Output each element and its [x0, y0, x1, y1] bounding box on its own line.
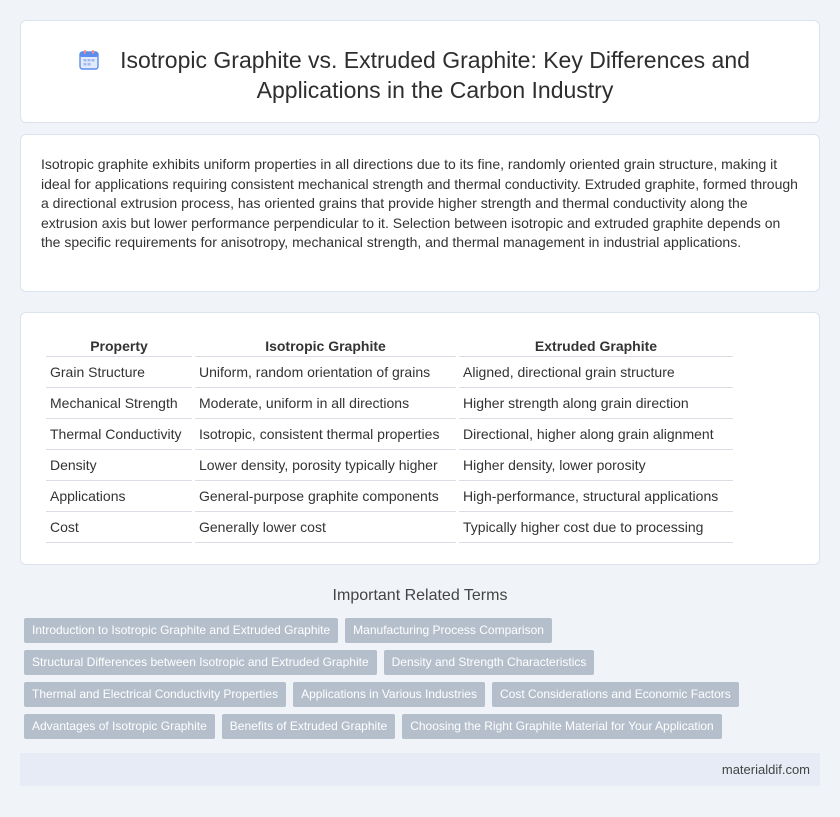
table-cell: Generally lower cost	[195, 512, 456, 543]
title-card	[20, 20, 820, 123]
comparison-card	[20, 312, 820, 565]
table-cell: Thermal Conductivity	[46, 419, 192, 450]
header-extruded: Extruded Graphite	[459, 335, 733, 357]
table-header-row	[46, 335, 733, 357]
table-cell: High-performance, structural applications	[459, 481, 733, 512]
header-property: Property	[46, 335, 192, 357]
related-term-tag[interactable]: Cost Considerations and Economic Factors	[492, 682, 739, 707]
table-cell: Moderate, uniform in all directions	[195, 388, 456, 419]
footer-site-link[interactable]: materialdif.com	[721, 762, 810, 777]
table-row	[46, 388, 733, 419]
table-cell: Grain Structure	[46, 357, 192, 388]
related-term-tag[interactable]: Applications in Various Industries	[293, 682, 485, 707]
table-cell: Typically higher cost due to processing	[459, 512, 733, 543]
related-term-tag[interactable]: Structural Differences between Isotropic and Extruded Graphite	[24, 650, 377, 675]
table-row	[46, 481, 733, 512]
table-cell: Aligned, directional grain structure	[459, 357, 733, 388]
related-term-tag[interactable]: Benefits of Extruded Graphite	[222, 714, 395, 739]
table-cell: Directional, higher along grain alignment	[459, 419, 733, 450]
related-terms-list	[24, 618, 824, 746]
table-cell: Mechanical Strength	[46, 388, 192, 419]
related-term-tag[interactable]: Introduction to Isotropic Graphite and Extruded Graphite	[24, 618, 338, 643]
intro-paragraph: Isotropic graphite exhibits uniform properties in all directions due to its fine, randomly oriented grain structure, making it ideal for applications requiring consistent mechanical strength and thermal conductivity. Extruded graphite, formed through a directional extrusion process, has oriented grains that provide higher strength and thermal conductivity along the extrusion axis but lower performance perpendicular to it. Selection between isotropic and extruded graphite depends on the specific requirements for anisotropy, mechanical strength, and thermal management in industrial applications.	[41, 156, 798, 251]
table-row	[46, 419, 733, 450]
table-cell: Higher strength along grain direction	[459, 388, 733, 419]
table-cell: Cost	[46, 512, 192, 543]
table-cell: Uniform, random orientation of grains	[195, 357, 456, 388]
related-term-tag[interactable]: Thermal and Electrical Conductivity Properties	[24, 682, 286, 707]
table-row	[46, 512, 733, 543]
page-title: Isotropic Graphite vs. Extruded Graphite: Key Differences and Applications in the Carbon Industry	[120, 47, 750, 103]
related-term-tag[interactable]: Choosing the Right Graphite Material for Your Application	[402, 714, 722, 739]
related-term-tag[interactable]: Manufacturing Process Comparison	[345, 618, 552, 643]
table-cell: Applications	[46, 481, 192, 512]
table-cell: General-purpose graphite components	[195, 481, 456, 512]
table-cell: Density	[46, 450, 192, 481]
intro-card	[20, 134, 820, 292]
table-cell: Lower density, porosity typically higher	[195, 450, 456, 481]
header-isotropic: Isotropic Graphite	[195, 335, 456, 357]
related-term-tag[interactable]: Advantages of Isotropic Graphite	[24, 714, 215, 739]
footer	[20, 753, 820, 786]
table-row	[46, 357, 733, 388]
table-row	[46, 450, 733, 481]
related-term-tag[interactable]: Density and Strength Characteristics	[384, 650, 595, 675]
table-cell: Higher density, lower porosity	[459, 450, 733, 481]
related-terms-heading: Important Related Terms	[332, 587, 508, 604]
table-cell: Isotropic, consistent thermal properties	[195, 419, 456, 450]
comparison-table	[43, 335, 736, 543]
